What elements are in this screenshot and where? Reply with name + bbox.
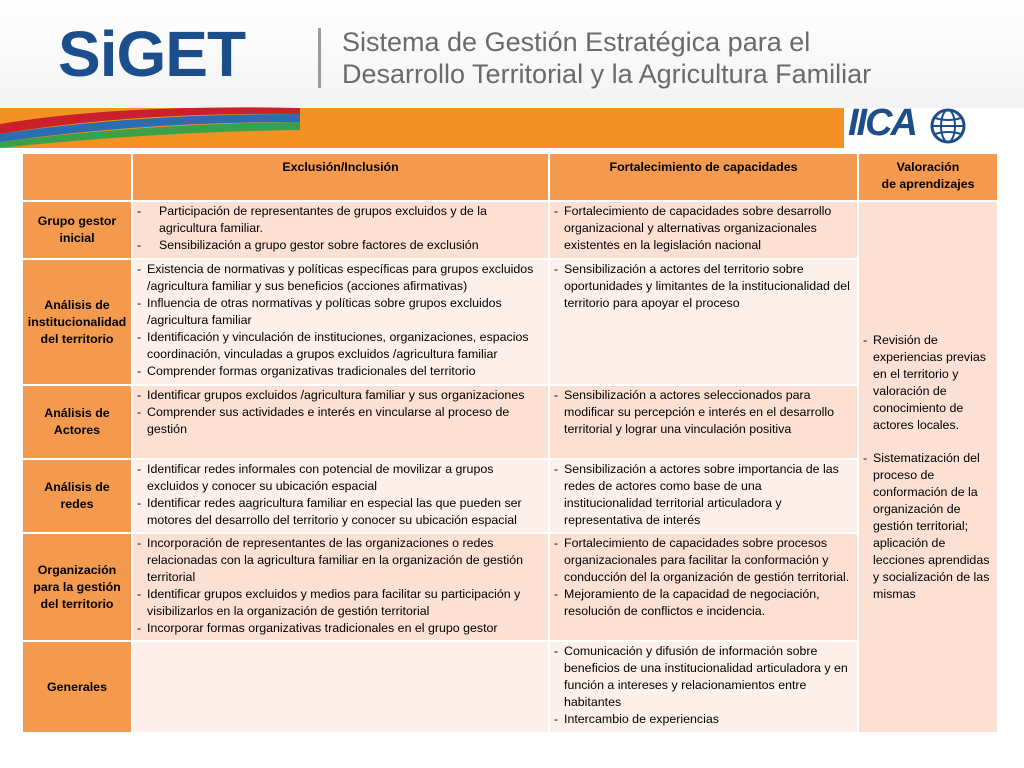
header-cell-blank — [23, 154, 131, 200]
table-row — [23, 386, 997, 458]
subtitle-line-1: Sistema de Gestión Estratégica para el — [342, 27, 811, 57]
list-item: - Sensibilización a grupo gestor sobre factores de exclusión — [137, 237, 544, 254]
list-item: - Sensibilización a actores del territorio sobre oportunidades y limitantes de la institucionalidad del territorio para apoyar el proceso — [554, 261, 853, 312]
table-row — [23, 534, 997, 640]
row-label: Análisis de redes — [23, 460, 131, 532]
list-item: - Mejoramiento de la capacidad de negociación, resolución de conflictos e incidencia. — [554, 586, 853, 620]
valoracion-item: - Sistematización del proceso de conformación de la organización de gestión territorial; aplicación de lecciones aprendidas y socialización de las mismas — [863, 450, 993, 603]
row-label: Grupo gestor inicial — [23, 202, 131, 258]
table-row — [23, 202, 997, 258]
table-header-row — [23, 154, 997, 200]
capacidades-cell — [550, 534, 857, 640]
exclusion-cell — [133, 386, 548, 458]
row-label: Análisis de Actores — [23, 386, 131, 458]
table-row — [23, 460, 997, 532]
exclusion-cell — [133, 202, 548, 258]
list-item: - Sensibilización a actores seleccionados para modificar su percepción e interés en el desarrollo territorial y lograr una vinculación positiva — [554, 387, 853, 438]
capacidades-cell — [550, 642, 857, 732]
table-row — [23, 260, 997, 384]
list-item: - Participación de representantes de grupos excluidos y de la agricultura familiar. — [137, 203, 544, 237]
strategy-table — [21, 152, 999, 734]
capacidades-cell — [550, 460, 857, 532]
valoracion-item: - Revisión de experiencias previas en el territorio y valoración de conocimiento de actores locales. — [863, 332, 993, 434]
list-item: - Comprender sus actividades e interés en vincularse al proceso de gestión — [137, 404, 544, 438]
table-row — [23, 642, 997, 732]
capacidades-cell — [550, 260, 857, 384]
list-item: - Incorporar formas organizativas tradicionales en el grupo gestor — [137, 620, 544, 637]
iica-logo: IICA — [848, 102, 916, 144]
list-item: - Intercambio de experiencias — [554, 711, 853, 728]
list-item: - Identificar redes aagricultura familiar en especial las que pueden ser motores del desarrollo del territorio y conocer su ubicación espacial — [137, 495, 544, 529]
list-item: - Fortalecimiento de capacidades sobre desarrollo organizacional y alternativas organizacionales existentes en la legislación nacional — [554, 203, 853, 254]
header-subtitle — [342, 26, 871, 90]
list-item: - Influencia de otras normativas y políticas sobre grupos excluidos /agricultura familiar — [137, 295, 544, 329]
valoracion-cell — [859, 202, 997, 732]
siget-logo: SiGET — [58, 18, 246, 90]
row-label: Generales — [23, 642, 131, 732]
exclusion-cell — [133, 460, 548, 532]
subtitle-line-2: Desarrollo Territorial y la Agricultura Familiar — [342, 59, 872, 89]
exclusion-cell — [133, 260, 548, 384]
list-item: - Existencia de normativas y políticas específicas para grupos excluidos /agricultura familiar y sus beneficios (acciones afirmativas) — [137, 261, 544, 295]
list-item: - Comunicación y difusión de información sobre beneficios de una institucionalidad articuladora y en función a intereses y relacionamientos entre habitantes — [554, 643, 853, 711]
list-item: - Fortalecimiento de capacidades sobre procesos organizacionales para facilitar la conformación y conducción del la organización de gestión territorial. — [554, 535, 853, 586]
header-cell-capacidades: Fortalecimiento de capacidades — [550, 154, 857, 200]
page-header — [0, 0, 1024, 150]
list-item: - Incorporación de representantes de las organizaciones o redes relacionadas con la agricultura familiar en la organización de gestión territorial — [137, 535, 544, 586]
row-label: Análisis de institucionalidad del territorio — [23, 260, 131, 384]
list-item: - Identificación y vinculación de instituciones, organizaciones, espacios coordinación, vinculadas a grupos excluidos /agricultura familiar — [137, 329, 544, 363]
list-item: - Comprender formas organizativas tradicionales del territorio — [137, 363, 544, 380]
list-item: - Identificar grupos excluidos /agricultura familiar y sus organizaciones — [137, 387, 544, 404]
exclusion-cell — [133, 534, 548, 640]
header-cell-valoracion: Valoración de aprendizajes — [859, 154, 997, 200]
exclusion-cell — [133, 642, 548, 732]
color-swoosh-graphic — [0, 100, 300, 148]
header-cell-exclusion: Exclusión/Inclusión — [133, 154, 548, 200]
list-item: - Identificar redes informales con potencial de movilizar a grupos excluidos y conocer su ubicación espacial — [137, 461, 544, 495]
list-item: - Sensibilización a actores sobre importancia de las redes de actores como base de una institucionalidad territorial articuladora y representativa de interés — [554, 461, 853, 529]
logo-separator — [318, 28, 321, 88]
list-item: - Identificar grupos excluidos y medios para facilitar su participación y visibilizarlos en la organización de gestión territorial — [137, 586, 544, 620]
capacidades-cell — [550, 386, 857, 458]
globe-icon — [928, 108, 968, 144]
capacidades-cell — [550, 202, 857, 258]
row-label: Organización para la gestión del territorio — [23, 534, 131, 640]
